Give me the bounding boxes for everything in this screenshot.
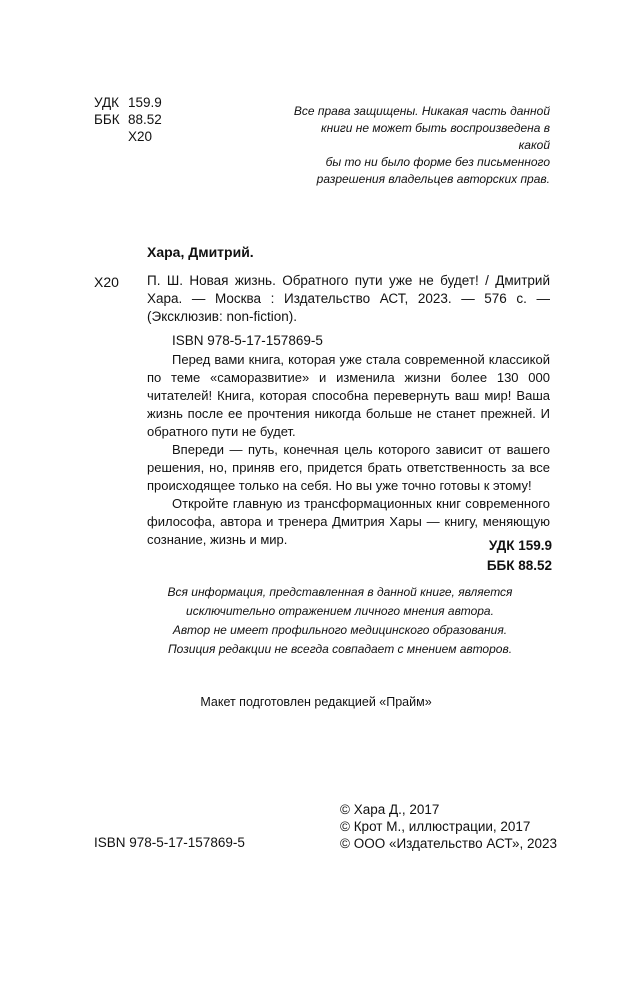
disclaimer (130, 583, 550, 659)
author-mark-top: Х20 (128, 129, 153, 144)
layout-credit: Макет подготовлен редакцией «Прайм» (200, 695, 432, 709)
annotation-paragraph: Откройте главную из трансформационных книг современного философа, автора и тренера Дмитрия Хары — книгу, меняющую сознание, жизнь и мир. (147, 496, 550, 547)
copyright-line: © Хара Д., 2017 (340, 802, 440, 817)
bbk-line (94, 111, 162, 128)
rights-line: бы то ни было форме без письменного (325, 155, 550, 169)
rights-notice (288, 103, 550, 188)
rights-line: разрешения владельцев авторских прав. (316, 172, 550, 186)
udk-line (94, 94, 162, 111)
record-udk: УДК 159.9 (488, 538, 552, 553)
record-codes (487, 536, 552, 576)
bbk-label: ББК (94, 112, 120, 127)
copyright-line: © Крот М., иллюстрации, 2017 (340, 819, 531, 834)
record-bbk: ББК 88.52 (486, 558, 552, 573)
annotation-paragraph: Впереди — путь, конечная цель которого зависит от вашего решения, но, приняв его, придется брать ответственность за все происходящее только на себя. Но вы уже точно готовы к этому! (147, 442, 550, 493)
udk-label: УДК (94, 95, 119, 110)
copyright-line: © ООО «Издательство АСТ», 2023 (340, 836, 558, 851)
annotation (147, 351, 550, 549)
bibliographic-description: П. Ш. Новая жизнь. Обратного пути уже не будет! / Дмитрий Хара. — Москва : Издательство АСТ, 2023. — 576 с. — (Эксклюзив: non-fiction). (147, 273, 550, 324)
record-author-mark: Х20 (94, 274, 119, 290)
rights-line: Все права защищены. Никакая часть данной (293, 104, 550, 118)
udk-value: 159.9 (128, 95, 162, 110)
disclaimer-line: исключительно отражением личного мнения автора. (186, 604, 494, 618)
bbk-value: 88.52 (128, 112, 162, 127)
disclaimer-line: Позиция редакции не всегда совпадает с мнением авторов. (167, 642, 513, 656)
record-author: Хара, Дмитрий. (147, 244, 254, 260)
annotation-paragraph: Перед вами книга, которая уже стала современной классикой по теме «саморазвитие» и изменила жизни более 130 000 читателей! Книга, которая способна перевернуть ваш мир! Ваша жизнь после ее прочтения никогда больше не станет прежней. И обратного пути не будет. (147, 352, 550, 439)
copyright-block (340, 801, 557, 852)
disclaimer-line: Автор не имеет профильного медицинского образования. (172, 623, 508, 637)
disclaimer-line: Вся информация, представленная в данной книге, является (167, 585, 513, 599)
classification-codes (94, 94, 162, 145)
footer-isbn: ISBN 978-5-17-157869-5 (94, 835, 245, 850)
record-isbn: ISBN 978-5-17-157869-5 (172, 333, 323, 348)
rights-line: книги не может быть воспроизведена в какой (320, 121, 550, 152)
